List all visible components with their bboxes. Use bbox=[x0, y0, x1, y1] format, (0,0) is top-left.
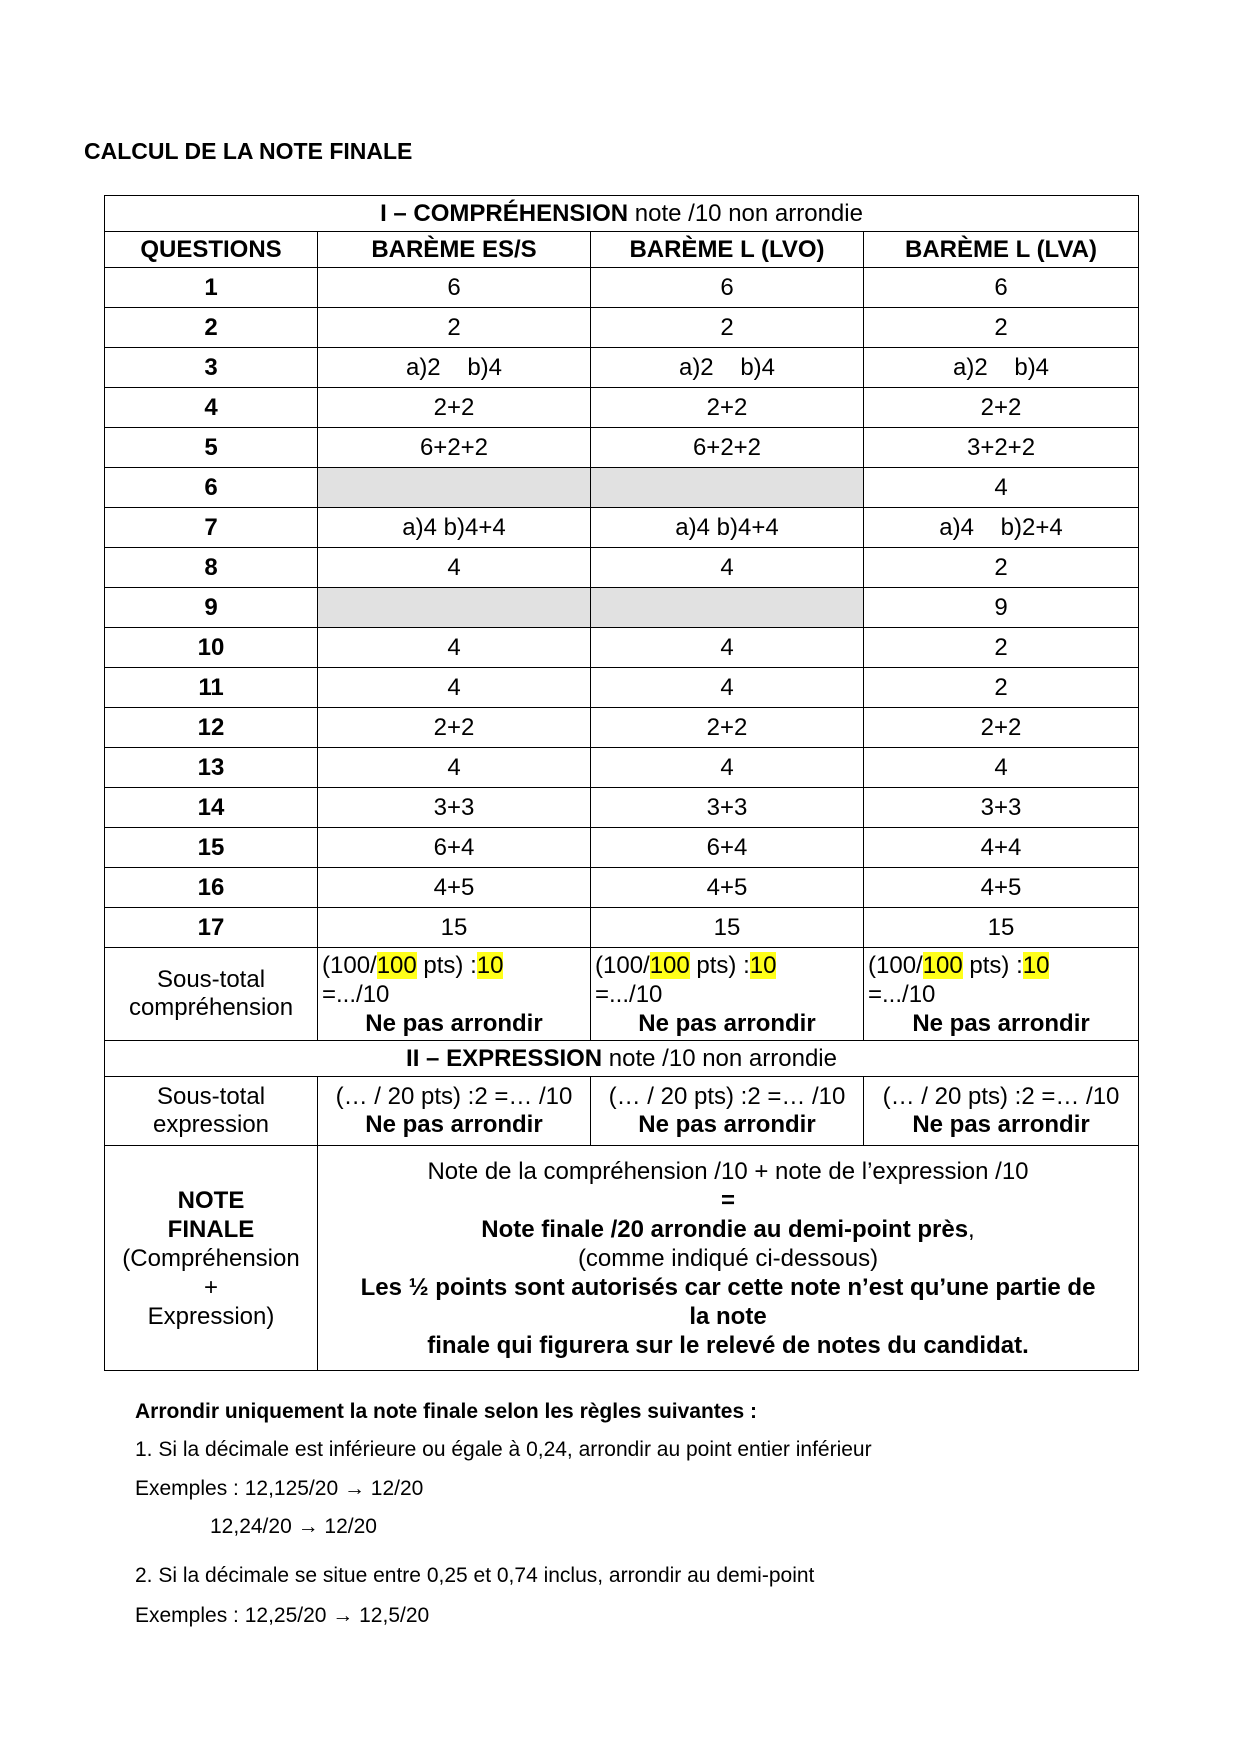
question-number: 12 bbox=[105, 708, 318, 748]
subtotal-comp-label-line1: Sous-total bbox=[156, 966, 266, 993]
table-row bbox=[105, 548, 1139, 588]
subtotal-comprehension-row bbox=[105, 948, 1139, 1041]
score-es-s: 6 bbox=[318, 268, 591, 308]
score-l-lva: 2+2 bbox=[864, 388, 1139, 428]
final-line3-bold: Note finale /20 arrondie au demi-point près bbox=[481, 1215, 969, 1243]
question-number: 10 bbox=[105, 628, 318, 668]
score-l-lvo: a)2 b)4 bbox=[591, 348, 864, 388]
score-es-s: 2 bbox=[318, 308, 591, 348]
formula-part3: pts) : bbox=[689, 951, 750, 979]
score-l-lvo: 6+4 bbox=[591, 828, 864, 868]
score-l-lvo bbox=[591, 588, 864, 628]
final-line5: Les ½ points sont autorisés car cette note n’est qu’une partie de bbox=[360, 1273, 1096, 1301]
table-row bbox=[105, 468, 1139, 508]
formula-highlight-10: 10 bbox=[1022, 951, 1050, 979]
score-l-lvo: 6+2+2 bbox=[591, 428, 864, 468]
table-row bbox=[105, 908, 1139, 948]
score-es-s: 2+2 bbox=[318, 708, 591, 748]
subtotal-expr-formula: (… / 20 pts) :2 =… /10 bbox=[608, 1083, 846, 1110]
score-es-s: 6+4 bbox=[318, 828, 591, 868]
final-label-line2: FINALE bbox=[167, 1215, 255, 1243]
final-note-description bbox=[318, 1146, 1139, 1371]
subtotal-expression-row bbox=[105, 1077, 1139, 1146]
subtotal-expr-label-line1: Sous-total bbox=[156, 1083, 266, 1110]
subtotal-expr-formula: (… / 20 pts) :2 =… /10 bbox=[882, 1083, 1120, 1110]
table-row bbox=[105, 308, 1139, 348]
subtotal-expr-no-round: Ne pas arrondir bbox=[365, 1111, 543, 1138]
score-l-lvo: 2 bbox=[591, 308, 864, 348]
score-es-s: 4 bbox=[318, 668, 591, 708]
table-row bbox=[105, 508, 1139, 548]
subtotal-expr-no-round: Ne pas arrondir bbox=[638, 1111, 816, 1138]
rule-1-example-1: Exemples : 12,125/20 → 12/20 bbox=[135, 1477, 424, 1500]
final-line2: = bbox=[721, 1186, 736, 1214]
table-row bbox=[105, 588, 1139, 628]
grading-table bbox=[104, 195, 1139, 1371]
table-row bbox=[105, 868, 1139, 908]
score-l-lva: 4 bbox=[864, 468, 1139, 508]
score-l-lvo: 2+2 bbox=[591, 388, 864, 428]
final-label-line5: Expression) bbox=[147, 1302, 275, 1330]
score-es-s bbox=[318, 588, 591, 628]
question-number: 9 bbox=[105, 588, 318, 628]
question-number: 4 bbox=[105, 388, 318, 428]
rule-2-example-1: Exemples : 12,25/20 → 12,5/20 bbox=[135, 1604, 430, 1627]
score-l-lvo: 2+2 bbox=[591, 708, 864, 748]
question-number: 2 bbox=[105, 308, 318, 348]
question-number: 13 bbox=[105, 748, 318, 788]
score-es-s: 4 bbox=[318, 548, 591, 588]
subtotal-comp-no-round: Ne pas arrondir bbox=[912, 1009, 1090, 1037]
question-number: 3 bbox=[105, 348, 318, 388]
rule-2: 2. Si la décimale se situe entre 0,25 et 0,74 inclus, arrondir au demi-point bbox=[135, 1564, 815, 1587]
table-row bbox=[105, 628, 1139, 668]
table-row bbox=[105, 668, 1139, 708]
score-l-lva: 4 bbox=[864, 748, 1139, 788]
score-l-lvo: 15 bbox=[591, 908, 864, 948]
score-l-lva: 3+3 bbox=[864, 788, 1139, 828]
score-es-s: a)2 b)4 bbox=[318, 348, 591, 388]
formula-highlight-100: 100 bbox=[376, 951, 417, 979]
subtotal-comp-no-round: Ne pas arrondir bbox=[638, 1009, 816, 1037]
formula-part3: pts) : bbox=[962, 951, 1023, 979]
score-l-lva: 2 bbox=[864, 548, 1139, 588]
section2-subtitle: note /10 non arrondie bbox=[602, 1044, 837, 1072]
score-l-lva: 2+2 bbox=[864, 708, 1139, 748]
question-number: 17 bbox=[105, 908, 318, 948]
question-number: 1 bbox=[105, 268, 318, 308]
column-header-row bbox=[105, 232, 1139, 268]
final-line3 bbox=[322, 1215, 1134, 1244]
formula-highlight-100: 100 bbox=[922, 951, 963, 979]
final-line4: (comme indiqué ci-dessous) bbox=[577, 1244, 879, 1272]
subtotal-comp-result: =.../10 bbox=[868, 980, 936, 1008]
score-l-lvo: a)4 b)4+4 bbox=[591, 508, 864, 548]
page-title: CALCUL DE LA NOTE FINALE bbox=[84, 138, 413, 164]
score-l-lva: a)4 b)2+4 bbox=[864, 508, 1139, 548]
table-row bbox=[105, 828, 1139, 868]
score-es-s: 4 bbox=[318, 628, 591, 668]
final-note-row bbox=[105, 1146, 1139, 1371]
subtotal-comp-es bbox=[318, 948, 591, 1041]
table-row bbox=[105, 748, 1139, 788]
section2-header-row bbox=[105, 1041, 1139, 1077]
question-number: 6 bbox=[105, 468, 318, 508]
formula-part1: (100/ bbox=[595, 951, 650, 979]
score-l-lvo: 4 bbox=[591, 748, 864, 788]
final-line3-rest: , bbox=[968, 1215, 975, 1243]
header-bareme-l-lvo: BARÈME L (LVO) bbox=[591, 232, 864, 268]
score-es-s: 4+5 bbox=[318, 868, 591, 908]
formula-highlight-100: 100 bbox=[649, 951, 690, 979]
question-number: 5 bbox=[105, 428, 318, 468]
final-line1: Note de la compréhension /10 + note de l’expression /10 bbox=[427, 1157, 1029, 1185]
final-label-line3: (Compréhension bbox=[122, 1244, 300, 1272]
subtotal-comprehension-label bbox=[105, 948, 318, 1041]
formula-part1: (100/ bbox=[322, 951, 377, 979]
final-note-label bbox=[105, 1146, 318, 1371]
section1-subtitle: note /10 non arrondie bbox=[628, 199, 863, 227]
subtotal-expr-no-round: Ne pas arrondir bbox=[912, 1111, 1090, 1138]
subtotal-expression-label bbox=[105, 1077, 318, 1146]
final-line6: la note bbox=[689, 1302, 767, 1330]
score-l-lva: 9 bbox=[864, 588, 1139, 628]
section1-header-row bbox=[105, 196, 1139, 232]
score-l-lvo: 4 bbox=[591, 628, 864, 668]
score-es-s: 6+2+2 bbox=[318, 428, 591, 468]
section2-header bbox=[105, 1041, 1139, 1077]
subtotal-expr-label-line2: expression bbox=[152, 1111, 270, 1138]
question-number: 16 bbox=[105, 868, 318, 908]
table-row bbox=[105, 348, 1139, 388]
final-label-line4: + bbox=[203, 1273, 218, 1301]
question-number: 7 bbox=[105, 508, 318, 548]
section1-title: I – COMPRÉHENSION bbox=[380, 199, 629, 227]
score-l-lva: 4+4 bbox=[864, 828, 1139, 868]
table-row bbox=[105, 388, 1139, 428]
score-l-lvo bbox=[591, 468, 864, 508]
score-l-lvo: 3+3 bbox=[591, 788, 864, 828]
subtotal-comp-result: =.../10 bbox=[595, 980, 663, 1008]
formula-part1: (100/ bbox=[868, 951, 923, 979]
subtotal-expr-lvo bbox=[591, 1077, 864, 1146]
subtotal-expr-es bbox=[318, 1077, 591, 1146]
score-es-s: 3+3 bbox=[318, 788, 591, 828]
score-l-lva: 2 bbox=[864, 308, 1139, 348]
table-row bbox=[105, 788, 1139, 828]
final-line7: finale qui figurera sur le relevé de notes du candidat. bbox=[427, 1331, 1029, 1359]
formula-highlight-10: 10 bbox=[476, 951, 504, 979]
subtotal-expr-formula: (… / 20 pts) :2 =… /10 bbox=[335, 1083, 573, 1110]
score-es-s: 2+2 bbox=[318, 388, 591, 428]
score-l-lva: 2 bbox=[864, 628, 1139, 668]
score-l-lvo: 4+5 bbox=[591, 868, 864, 908]
formula-highlight-10: 10 bbox=[749, 951, 777, 979]
final-label-line1: NOTE bbox=[177, 1186, 245, 1214]
header-bareme-es-s: BARÈME ES/S bbox=[318, 232, 591, 268]
subtotal-comp-lvo bbox=[591, 948, 864, 1041]
score-es-s: 15 bbox=[318, 908, 591, 948]
header-bareme-l-lva: BARÈME L (LVA) bbox=[864, 232, 1139, 268]
section1-header bbox=[105, 196, 1139, 232]
table-row bbox=[105, 268, 1139, 308]
score-l-lva: 6 bbox=[864, 268, 1139, 308]
table-row bbox=[105, 428, 1139, 468]
score-l-lva: 15 bbox=[864, 908, 1139, 948]
score-l-lvo: 4 bbox=[591, 548, 864, 588]
subtotal-comp-label-line2: compréhension bbox=[128, 994, 294, 1021]
section2-title: II – EXPRESSION bbox=[406, 1044, 603, 1072]
score-l-lvo: 6 bbox=[591, 268, 864, 308]
score-es-s: a)4 b)4+4 bbox=[318, 508, 591, 548]
rules-heading: Arrondir uniquement la note finale selon les règles suivantes : bbox=[135, 1400, 757, 1423]
header-questions: QUESTIONS bbox=[105, 232, 318, 268]
subtotal-comp-no-round: Ne pas arrondir bbox=[365, 1009, 543, 1037]
score-l-lva: 2 bbox=[864, 668, 1139, 708]
question-number: 14 bbox=[105, 788, 318, 828]
subtotal-comp-formula bbox=[322, 951, 586, 980]
question-number: 8 bbox=[105, 548, 318, 588]
subtotal-expr-lva bbox=[864, 1077, 1139, 1146]
subtotal-comp-formula bbox=[595, 951, 859, 980]
rule-1: 1. Si la décimale est inférieure ou égale à 0,24, arrondir au point entier inférieur bbox=[135, 1438, 872, 1461]
table-row bbox=[105, 708, 1139, 748]
subtotal-comp-result: =.../10 bbox=[322, 980, 390, 1008]
score-l-lva: a)2 b)4 bbox=[864, 348, 1139, 388]
subtotal-comp-formula bbox=[868, 951, 1134, 980]
score-es-s: 4 bbox=[318, 748, 591, 788]
score-l-lva: 4+5 bbox=[864, 868, 1139, 908]
score-es-s bbox=[318, 468, 591, 508]
question-number: 11 bbox=[105, 668, 318, 708]
question-number: 15 bbox=[105, 828, 318, 868]
score-l-lva: 3+2+2 bbox=[864, 428, 1139, 468]
formula-part3: pts) : bbox=[416, 951, 477, 979]
subtotal-comp-lva bbox=[864, 948, 1139, 1041]
score-l-lvo: 4 bbox=[591, 668, 864, 708]
rule-1-example-2: 12,24/20 → 12/20 bbox=[210, 1515, 377, 1538]
